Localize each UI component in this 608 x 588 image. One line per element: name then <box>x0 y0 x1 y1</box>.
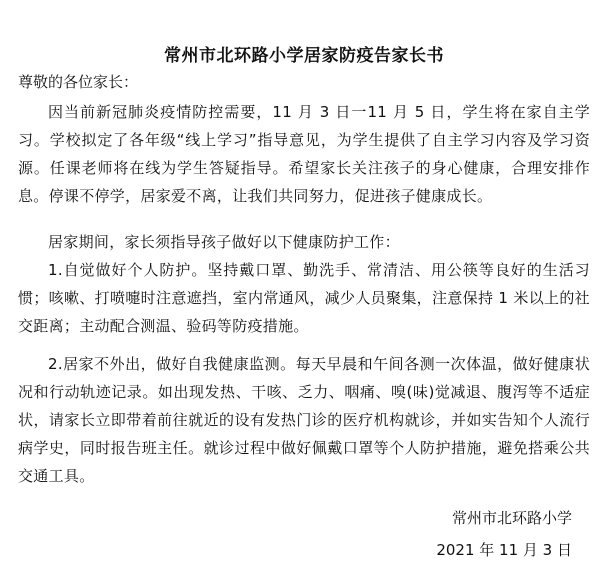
signature-date: 2021 年 11 月 3 日 <box>436 541 572 559</box>
salutation: 尊敬的各位家长： <box>18 73 139 91</box>
paragraph-item-2: 2.居家不外出，做好自我健康监测。每天早晨和午间各测一次体温，做好健康状况和行动轨迹记录。如出现发热、干咳、乏力、咽痛、嗅(味)觉减退、腹泻等不适症状，请家长立即带着前往就近的设有发热门诊的医疗机构就诊，并如实告知个人流行病学史，同时报告班主任。就诊过程中做好佩戴口罩等个人防护措施，避免搭乘公共交通工具。 <box>18 355 590 485</box>
paragraph-item-1: 1.自觉做好个人防护。坚持戴口罩、勤洗手、常清洁、用公筷等良好的生活习惯；咳嗽、打喷嚏时注意遮挡，室内常通风，减少人员聚集，注意保持 1 米以上的社交距离；主动配合测温、验码等防疫措施。 <box>18 261 590 335</box>
paragraph-guidance-heading: 居家期间，家长须指导孩子做好以下健康防护工作： <box>48 233 400 251</box>
signature-school: 常州市北环路小学 <box>451 509 572 527</box>
paragraph-intro: 因当前新冠肺炎疫情防控需要，11 月 3 日一11 月 5 日，学生将在家自主学习。学校拟定了各年级“线上学习”指导意见，为学生提供了自主学习内容及学习资源。任课老师将在线为学生答疑指导。希望家长关注孩子的身心健康，合理安排作息。停课不停学，居家爱不离，让我们共同努力，促进孩子健康成长。 <box>18 103 590 205</box>
document-title: 常州市北环路小学居家防疫告家长书 <box>164 46 444 66</box>
